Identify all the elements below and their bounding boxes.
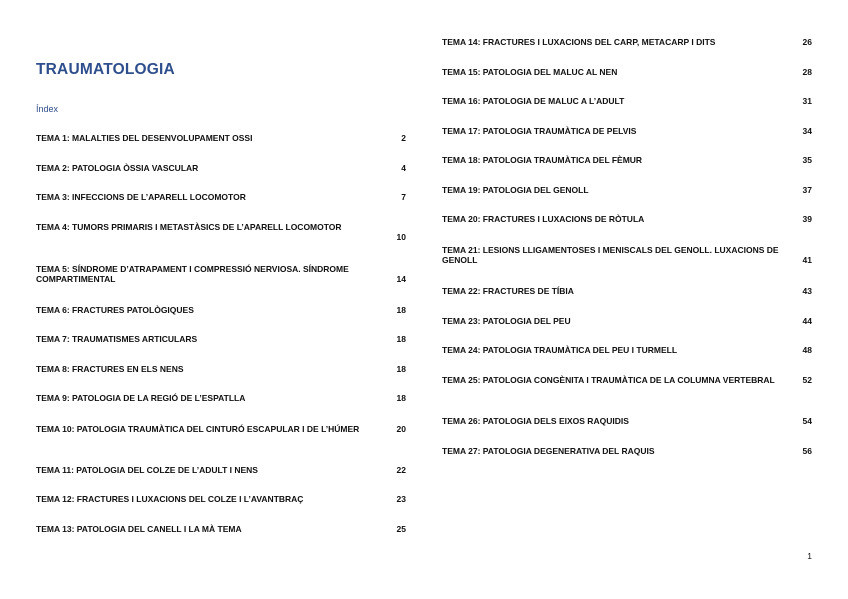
toc-entry bbox=[36, 494, 406, 504]
toc-entry-title: TEMA 27: PATOLOGIA DEGENERATIVA DEL RAQUIS bbox=[442, 446, 655, 456]
toc-entry bbox=[442, 286, 812, 296]
toc-entry bbox=[36, 264, 406, 284]
toc-entry bbox=[36, 305, 406, 315]
toc-entry-page: 26 bbox=[802, 37, 812, 47]
toc-entry-title: TEMA 16: PATOLOGIA DE MALUC A L’ADULT bbox=[442, 96, 625, 106]
toc-entry bbox=[36, 465, 406, 475]
toc-entry bbox=[36, 524, 406, 534]
toc-entry-page: 14 bbox=[396, 274, 406, 284]
toc-entry-page: 54 bbox=[802, 416, 812, 426]
toc-entry-page: 41 bbox=[802, 255, 812, 265]
page-number: 1 bbox=[807, 551, 812, 561]
toc-entry-title: TEMA 10: PATOLOGIA TRAUMÀTICA DEL CINTURÓ ESCAPULAR I DE L’HÚMER bbox=[36, 424, 360, 434]
toc-entry bbox=[442, 375, 812, 385]
toc-entry-page: 18 bbox=[396, 305, 406, 315]
toc-entry-page: 34 bbox=[802, 126, 812, 136]
toc-entry-title: TEMA 23: PATOLOGIA DEL PEU bbox=[442, 316, 571, 326]
toc-entry-page: 31 bbox=[802, 96, 812, 106]
toc-entry-title: TEMA 5: SÍNDROME D’ATRAPAMENT I COMPRESSIÓ NERVIOSA. SÍNDROME COMPARTIMENTAL bbox=[36, 264, 349, 284]
toc-entry-page: 23 bbox=[396, 494, 406, 504]
toc-entry-page: 28 bbox=[802, 67, 812, 77]
toc-entry bbox=[442, 67, 812, 77]
toc-entry-title: TEMA 1: MALALTIES DEL DESENVOLUPAMENT OSSI bbox=[36, 133, 253, 143]
toc-entry-page: 18 bbox=[396, 393, 406, 403]
toc-entry-page: 22 bbox=[396, 465, 406, 475]
toc-entry bbox=[36, 393, 406, 403]
toc-entry-page: 37 bbox=[802, 185, 812, 195]
document-title: TRAUMATOLOGIA bbox=[36, 61, 175, 78]
toc-entry bbox=[442, 37, 812, 47]
toc-entry-title: TEMA 2: PATOLOGIA ÒSSIA VASCULAR bbox=[36, 163, 199, 173]
toc-entry-title: TEMA 3: INFECCIONS DE L’APARELL LOCOMOTOR bbox=[36, 192, 246, 202]
toc-entry-page: 52 bbox=[802, 375, 812, 385]
toc-entry bbox=[442, 446, 812, 456]
toc-entry-title: TEMA 26: PATOLOGIA DELS EIXOS RAQUIDIS bbox=[442, 416, 629, 426]
toc-entry bbox=[442, 126, 812, 136]
toc-entry bbox=[442, 345, 812, 355]
toc-entry bbox=[36, 192, 406, 202]
toc-entry-page: 56 bbox=[802, 446, 812, 456]
index-heading: Índex bbox=[36, 104, 59, 114]
toc-entry-page: 44 bbox=[802, 316, 812, 326]
toc-entry-page: 7 bbox=[401, 192, 406, 202]
toc-entry-title: TEMA 22: FRACTURES DE TÍBIA bbox=[442, 286, 574, 296]
toc-entry-title: TEMA 25: PATOLOGIA CONGÈNITA I TRAUMÀTICA DE LA COLUMNA VERTEBRAL bbox=[442, 375, 775, 385]
toc-entry-title: TEMA 20: FRACTURES I LUXACIONS DE RÒTULA bbox=[442, 214, 645, 224]
toc-entry-title: TEMA 17: PATOLOGIA TRAUMÀTICA DE PELVIS bbox=[442, 126, 637, 136]
toc-entry-title: TEMA 8: FRACTURES EN ELS NENS bbox=[36, 364, 184, 374]
toc-entry-page: 48 bbox=[802, 345, 812, 355]
toc-entry bbox=[36, 163, 406, 173]
toc-entry bbox=[442, 185, 812, 195]
toc-entry-title: TEMA 15: PATOLOGIA DEL MALUC AL NEN bbox=[442, 67, 618, 77]
toc-entry-page: 18 bbox=[396, 334, 406, 344]
toc-entry bbox=[36, 424, 406, 434]
toc-entry bbox=[36, 222, 406, 242]
toc-entry-title: TEMA 4: TUMORS PRIMARIS I METASTÀSICS DE L’APARELL LOCOMOTOR bbox=[36, 222, 342, 232]
toc-entry-page: 4 bbox=[401, 163, 406, 173]
toc-entry bbox=[442, 155, 812, 165]
toc-entry-title: TEMA 9: PATOLOGIA DE LA REGIÓ DE L’ESPATLLA bbox=[36, 393, 246, 403]
toc-entry-title: TEMA 24: PATOLOGIA TRAUMÀTICA DEL PEU I TURMELL bbox=[442, 345, 678, 355]
toc-entry bbox=[36, 334, 406, 344]
toc-entry-title: TEMA 21: LESIONS LLIGAMENTOSES I MENISCALS DEL GENOLL. LUXACIONS DE GENOLL bbox=[442, 245, 779, 265]
toc-entry-title: TEMA 18: PATOLOGIA TRAUMÀTICA DEL FÈMUR bbox=[442, 155, 643, 165]
toc-entry-page: 10 bbox=[396, 232, 406, 242]
toc-entry-title: TEMA 13: PATOLOGIA DEL CANELL I LA MÀ TEMA bbox=[36, 524, 242, 534]
toc-entry bbox=[36, 133, 406, 143]
toc-entry-page: 43 bbox=[802, 286, 812, 296]
toc-entry-title: TEMA 14: FRACTURES I LUXACIONS DEL CARP, METACARP I DITS bbox=[442, 37, 716, 47]
toc-entry-title: TEMA 11: PATOLOGIA DEL COLZE DE L’ADULT I NENS bbox=[36, 465, 258, 475]
toc-entry-title: TEMA 6: FRACTURES PATOLÒGIQUES bbox=[36, 305, 194, 315]
toc-entry bbox=[442, 316, 812, 326]
toc-entry-page: 35 bbox=[802, 155, 812, 165]
toc-entry bbox=[442, 245, 812, 265]
toc-entry-title: TEMA 7: TRAUMATISMES ARTICULARS bbox=[36, 334, 198, 344]
toc-entry-title: TEMA 12: FRACTURES I LUXACIONS DEL COLZE I L’AVANTBRAÇ bbox=[36, 494, 304, 504]
toc-entry-page: 20 bbox=[396, 424, 406, 434]
toc-entry bbox=[442, 96, 812, 106]
toc-entry-page: 39 bbox=[802, 214, 812, 224]
toc-entry bbox=[442, 416, 812, 426]
toc-entry-page: 2 bbox=[401, 133, 406, 143]
toc-entry-title: TEMA 19: PATOLOGIA DEL GENOLL bbox=[442, 185, 589, 195]
toc-entry-page: 18 bbox=[396, 364, 406, 374]
toc-entry bbox=[442, 214, 812, 224]
toc-entry-page: 25 bbox=[396, 524, 406, 534]
toc-entry bbox=[36, 364, 406, 374]
